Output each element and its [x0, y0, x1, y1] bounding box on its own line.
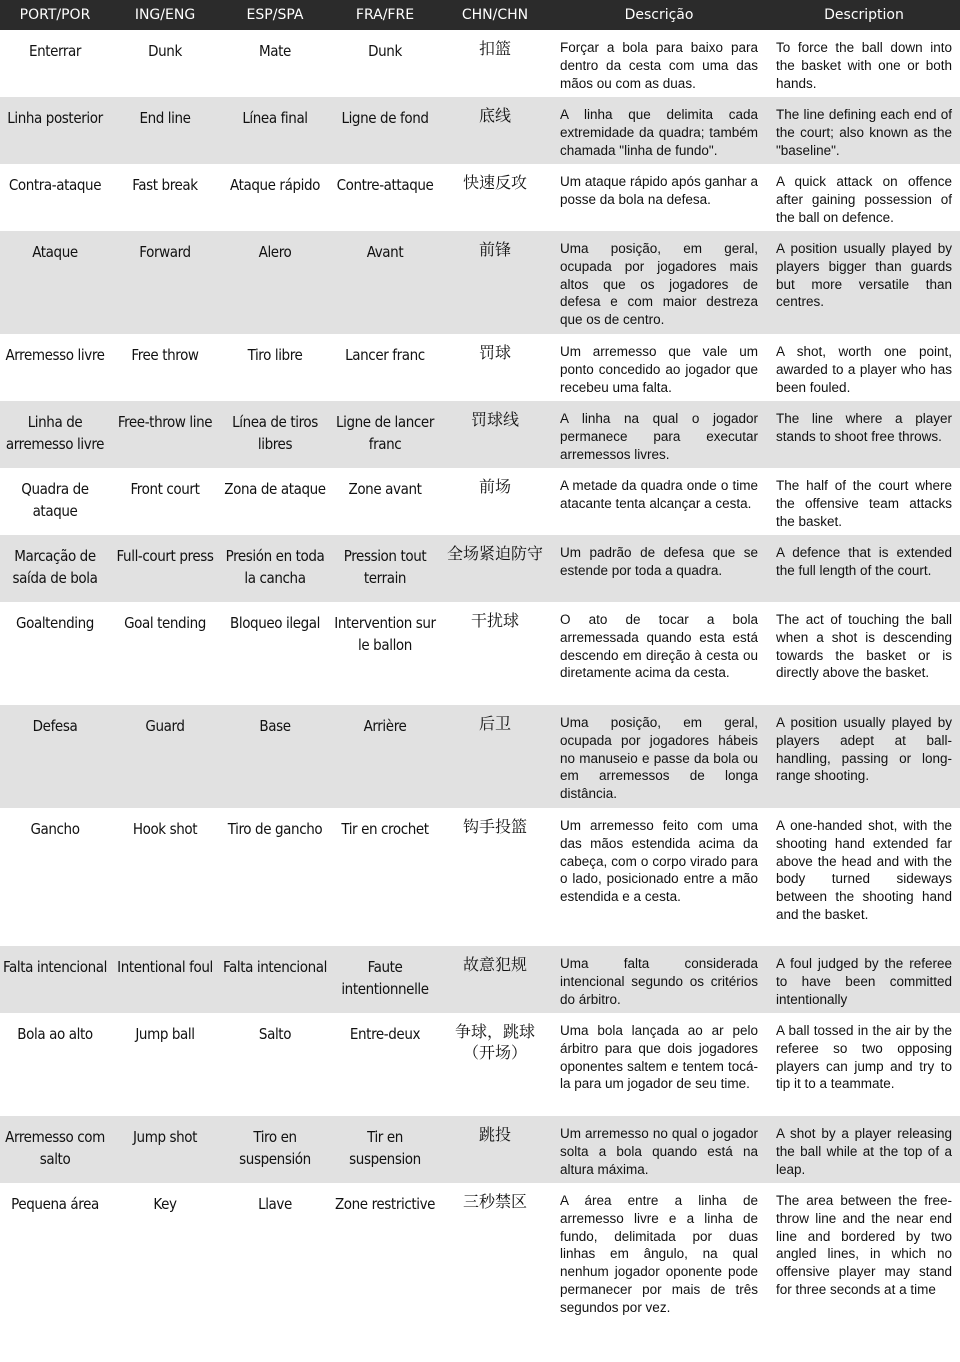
term-chn: 后卫	[440, 705, 550, 808]
term-por: Falta intencional	[0, 946, 110, 1013]
table-row	[0, 946, 960, 1013]
term-eng: Dunk	[110, 30, 220, 97]
description-en: The act of touching the ball when a shot is descending towards the basket or is directly above the basket.	[768, 602, 960, 705]
term-fra: Entre-deux	[330, 1013, 440, 1116]
table-row	[0, 535, 960, 602]
term-chn: 罚球	[440, 334, 550, 401]
table-row	[0, 705, 960, 808]
term-chn: 钩手投篮	[440, 808, 550, 946]
description-en: The line defining each end of the court; also known as the "baseline".	[768, 97, 960, 164]
term-eng: End line	[110, 97, 220, 164]
table-row	[0, 231, 960, 334]
table-row	[0, 334, 960, 401]
description-pt: Um arremesso feito com uma das mãos estendida acima da cabeça, com o corpo virado para o lado, posicionado entre a mão estendida e a cesta.	[550, 808, 768, 946]
term-fra: Pression tout terrain	[330, 535, 440, 602]
description-pt: O ato de tocar a bola arremessada quando esta está descendo em direção à cesta ou diretamente acima da cesta.	[550, 602, 768, 705]
term-chn: 三秒禁区	[440, 1183, 550, 1321]
term-por: Gancho	[0, 808, 110, 946]
table-row	[0, 468, 960, 535]
term-spa: Base	[220, 705, 330, 808]
description-pt: Uma bola lançada ao ar pelo árbitro para que dois jogadores oponentes saltem e tentem tocá-la para um jogador de seu time.	[550, 1013, 768, 1116]
term-spa: Falta intencional	[220, 946, 330, 1013]
description-pt: Forçar a bola para baixo para dentro da cesta com uma das mãos ou com as duas.	[550, 30, 768, 97]
term-fra: Faute intentionnelle	[330, 946, 440, 1013]
term-eng: Jump ball	[110, 1013, 220, 1116]
term-chn: 故意犯规	[440, 946, 550, 1013]
term-fra: Tir en suspension	[330, 1116, 440, 1183]
description-en: A one-handed shot, with the shooting hand extended far above the head and with the body turned sideways between the shooting hand and the basket.	[768, 808, 960, 946]
table-row	[0, 808, 960, 946]
term-spa: Tiro en suspensión	[220, 1116, 330, 1183]
term-eng: Free-throw line	[110, 401, 220, 468]
term-chn: 快速反攻	[440, 164, 550, 231]
description-en: A foul judged by the referee to have been committed intentionally	[768, 946, 960, 1013]
term-por: Marcação de saída de bola	[0, 535, 110, 602]
description-pt: Um padrão de defesa que se estende por toda a quadra.	[550, 535, 768, 602]
description-en: The line where a player stands to shoot free throws.	[768, 401, 960, 468]
term-por: Arremesso com salto	[0, 1116, 110, 1183]
description-pt: A metade da quadra onde o time atacante tenta alcançar a cesta.	[550, 468, 768, 535]
term-eng: Full-court press	[110, 535, 220, 602]
term-spa: Salto	[220, 1013, 330, 1116]
header-chn: CHN/CHN	[440, 0, 550, 30]
description-en: A position usually played by players bigger than guards but more versatile than centres.	[768, 231, 960, 334]
header-eng: ING/ENG	[110, 0, 220, 30]
term-chn: 争球，跳球（开场）	[440, 1013, 550, 1116]
term-por: Defesa	[0, 705, 110, 808]
term-por: Pequena área	[0, 1183, 110, 1321]
term-por: Bola ao alto	[0, 1013, 110, 1116]
description-pt: Um arremesso que vale um ponto concedido ao jogador que recebeu uma falta.	[550, 334, 768, 401]
table-row	[0, 1013, 960, 1116]
description-pt: Um ataque rápido após ganhar a posse da bola na defesa.	[550, 164, 768, 231]
description-en: The area between the free-throw line and the near end line and bordered by two angled lines, in which no offensive player may stand for three seconds at a time	[768, 1183, 960, 1321]
description-pt: Uma posição, em geral, ocupada por jogadores hábeis no manuseio e passe da bola ou em arremessos de longa distância.	[550, 705, 768, 808]
term-chn: 扣篮	[440, 30, 550, 97]
term-spa: Línea final	[220, 97, 330, 164]
description-en: A quick attack on offence after gaining possession of the ball on defence.	[768, 164, 960, 231]
term-fra: Ligne de fond	[330, 97, 440, 164]
term-fra: Arrière	[330, 705, 440, 808]
term-por: Arremesso livre	[0, 334, 110, 401]
term-fra: Lancer franc	[330, 334, 440, 401]
term-spa: Tiro de gancho	[220, 808, 330, 946]
term-chn: 前锋	[440, 231, 550, 334]
header-spa: ESP/SPA	[220, 0, 330, 30]
table-row	[0, 30, 960, 97]
term-spa: Mate	[220, 30, 330, 97]
term-eng: Intentional foul	[110, 946, 220, 1013]
term-eng: Guard	[110, 705, 220, 808]
table-row	[0, 164, 960, 231]
term-por: Linha de arremesso livre	[0, 401, 110, 468]
term-eng: Goal tending	[110, 602, 220, 705]
description-en: A shot by a player releasing the ball while at the top of a leap.	[768, 1116, 960, 1183]
description-en: A shot, worth one point, awarded to a player who has been fouled.	[768, 334, 960, 401]
term-spa: Alero	[220, 231, 330, 334]
table-row	[0, 1183, 960, 1321]
description-pt: A linha que delimita cada extremidade da quadra; também chamada "linha de fundo".	[550, 97, 768, 164]
header-descricao: Descrição	[550, 0, 768, 30]
term-por: Quadra de ataque	[0, 468, 110, 535]
term-por: Ataque	[0, 231, 110, 334]
term-eng: Fast break	[110, 164, 220, 231]
description-pt: Uma posição, em geral, ocupada por jogadores mais altos que os jogadores de defesa e com maior destreza que os de centro.	[550, 231, 768, 334]
term-fra: Tir en crochet	[330, 808, 440, 946]
table-row	[0, 602, 960, 705]
header-description: Description	[768, 0, 960, 30]
term-eng: Front court	[110, 468, 220, 535]
term-eng: Key	[110, 1183, 220, 1321]
term-spa: Presión en toda la cancha	[220, 535, 330, 602]
term-eng: Hook shot	[110, 808, 220, 946]
description-pt: Uma falta considerada intencional segundo os critérios do árbitro.	[550, 946, 768, 1013]
term-eng: Jump shot	[110, 1116, 220, 1183]
term-chn: 底线	[440, 97, 550, 164]
term-fra: Intervention sur le ballon	[330, 602, 440, 705]
header-por: PORT/POR	[0, 0, 110, 30]
description-en: A defence that is extended the full length of the court.	[768, 535, 960, 602]
term-chn: 干扰球	[440, 602, 550, 705]
description-en: The half of the court where the offensive team attacks the basket.	[768, 468, 960, 535]
description-en: A ball tossed in the air by the referee so two opposing players can jump and try to tip it to a teammate.	[768, 1013, 960, 1116]
term-por: Contra-ataque	[0, 164, 110, 231]
table-row	[0, 97, 960, 164]
description-pt: A área entre a linha de arremesso livre e a linha de fundo, delimitada por duas linhas em ângulo, na qual nenhum jogador oponente pode permanecer por mais de três segundos por vez.	[550, 1183, 768, 1321]
term-spa: Ataque rápido	[220, 164, 330, 231]
term-spa: Bloqueo ilegal	[220, 602, 330, 705]
term-chn: 前场	[440, 468, 550, 535]
term-por: Goaltending	[0, 602, 110, 705]
table-row	[0, 1116, 960, 1183]
description-pt: Um arremesso no qual o jogador solta a bola quando está na altura máxima.	[550, 1116, 768, 1183]
term-fra: Ligne de lancer franc	[330, 401, 440, 468]
term-fra: Contre-attaque	[330, 164, 440, 231]
table-row	[0, 401, 960, 468]
description-en: A position usually played by players adept at ball-handling, passing or long-range shooting.	[768, 705, 960, 808]
term-fra: Zone avant	[330, 468, 440, 535]
header-fra: FRA/FRE	[330, 0, 440, 30]
term-fra: Zone restrictive	[330, 1183, 440, 1321]
term-spa: Zona de ataque	[220, 468, 330, 535]
term-spa: Línea de tiros libres	[220, 401, 330, 468]
term-fra: Dunk	[330, 30, 440, 97]
term-chn: 跳投	[440, 1116, 550, 1183]
term-eng: Free throw	[110, 334, 220, 401]
header-row	[0, 0, 960, 30]
term-spa: Llave	[220, 1183, 330, 1321]
term-fra: Avant	[330, 231, 440, 334]
term-por: Enterrar	[0, 30, 110, 97]
term-por: Linha posterior	[0, 97, 110, 164]
term-chn: 罚球线	[440, 401, 550, 468]
term-spa: Tiro libre	[220, 334, 330, 401]
description-pt: A linha na qual o jogador permanece para executar arremessos livres.	[550, 401, 768, 468]
term-chn: 全场紧迫防守	[440, 535, 550, 602]
term-eng: Forward	[110, 231, 220, 334]
description-en: To force the ball down into the basket with one or both hands.	[768, 30, 960, 97]
